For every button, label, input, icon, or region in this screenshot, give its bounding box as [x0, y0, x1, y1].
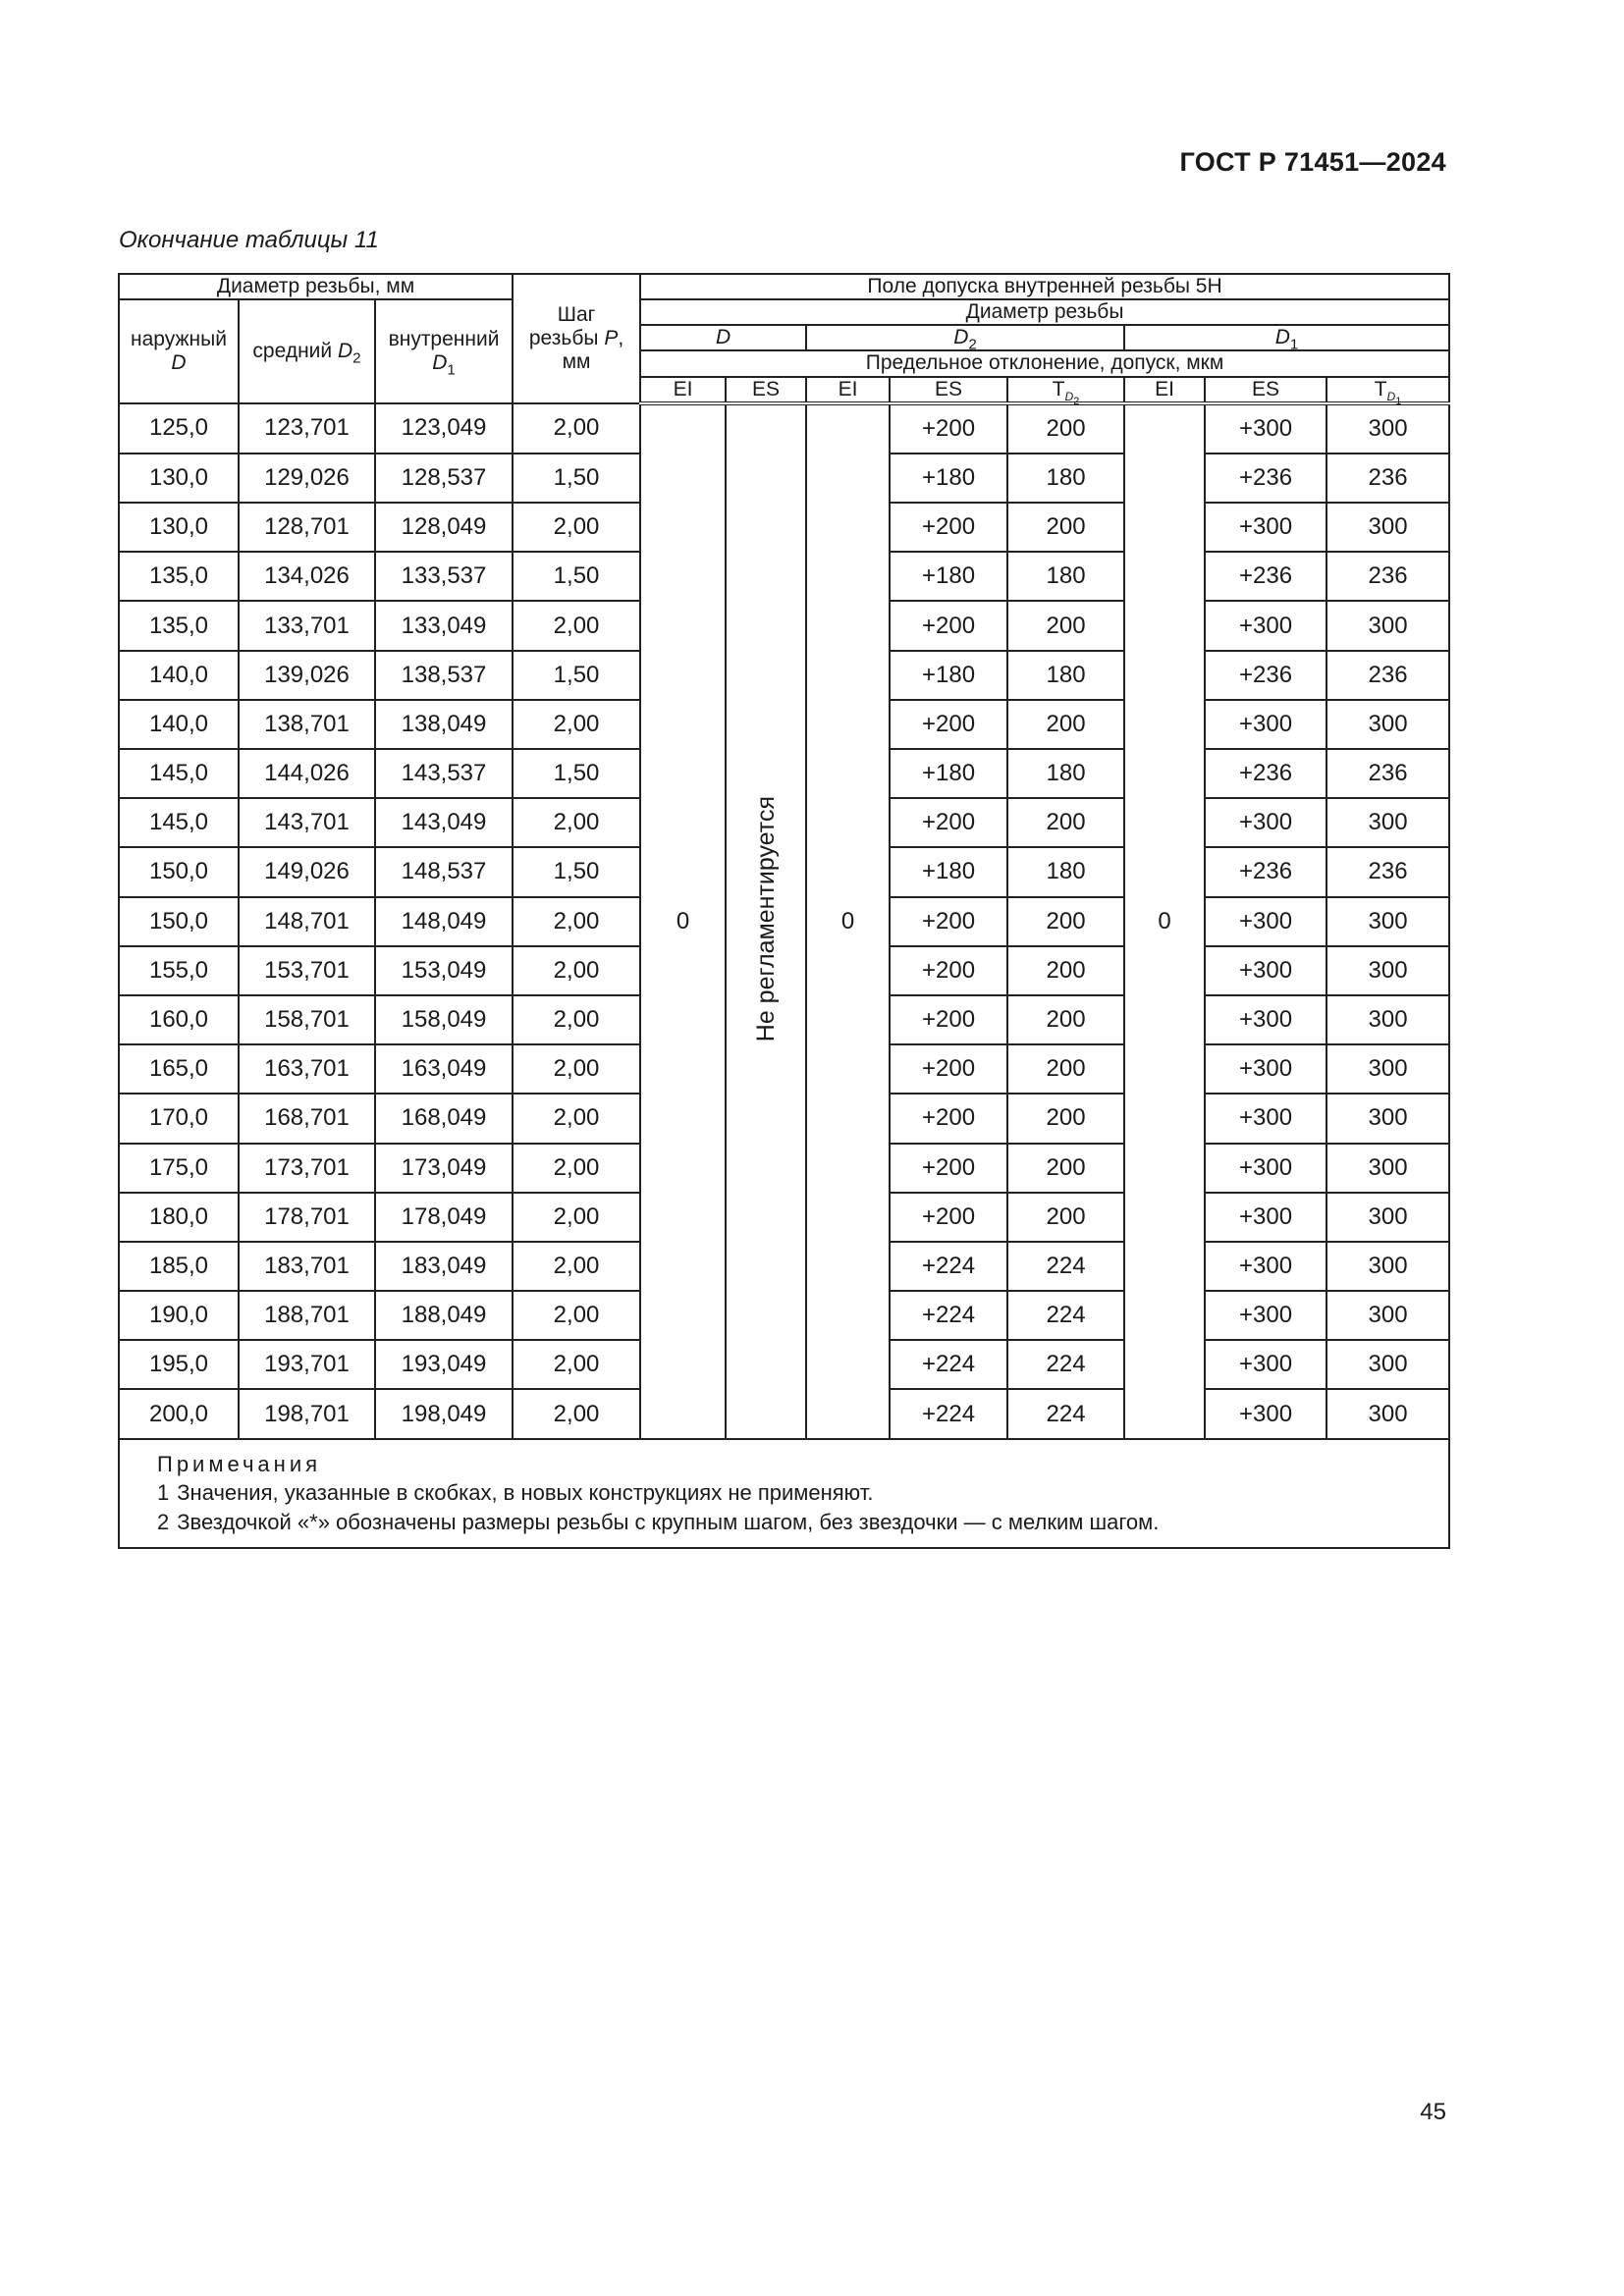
- cell-td2: 200: [1007, 503, 1124, 552]
- cell-d1-es: +236: [1205, 552, 1326, 601]
- header-thread-diameter: Диаметр резьбы, мм: [119, 274, 513, 299]
- cell-d1-es: +300: [1205, 1389, 1326, 1438]
- cell-d1-es: +236: [1205, 749, 1326, 798]
- cell-d1-es: +300: [1205, 700, 1326, 749]
- cell-td1: 236: [1326, 847, 1449, 896]
- cell-inner-diameter: 188,049: [375, 1291, 513, 1340]
- cell-d1-es: +236: [1205, 454, 1326, 503]
- cell-td2: 200: [1007, 1144, 1124, 1193]
- cell-d2-es: +224: [890, 1291, 1007, 1340]
- cell-pitch: 1,50: [513, 749, 640, 798]
- note-number: 1: [157, 1480, 170, 1506]
- cell-middle-diameter: 198,701: [239, 1389, 375, 1438]
- cell-inner-diameter: 133,049: [375, 601, 513, 650]
- cell-td1: 300: [1326, 503, 1449, 552]
- cell-d1-es: +300: [1205, 1242, 1326, 1291]
- cell-middle-diameter: 173,701: [239, 1144, 375, 1193]
- cell-middle-diameter: 168,701: [239, 1094, 375, 1143]
- cell-d1-es: +300: [1205, 1144, 1326, 1193]
- cell-outer-diameter: 175,0: [119, 1144, 239, 1193]
- cell-d2-es: +200: [890, 946, 1007, 995]
- cell-d2-es: +180: [890, 651, 1007, 700]
- cell-td2: 200: [1007, 995, 1124, 1044]
- cell-outer-diameter: 170,0: [119, 1094, 239, 1143]
- note-item: [157, 1508, 1448, 1537]
- header-td2-t: T: [1052, 377, 1065, 400]
- cell-td1: 300: [1326, 1340, 1449, 1389]
- cell-middle-diameter: 153,701: [239, 946, 375, 995]
- cell-outer-diameter: 150,0: [119, 847, 239, 896]
- cell-td2: 200: [1007, 798, 1124, 847]
- note-item: [157, 1478, 1448, 1508]
- cell-td1: 236: [1326, 651, 1449, 700]
- table-notes-section: [119, 1439, 1449, 1548]
- header-inner-symbol: D: [432, 350, 448, 374]
- cell-middle-diameter: 178,701: [239, 1193, 375, 1242]
- cell-pitch: 2,00: [513, 946, 640, 995]
- cell-d2-es: +180: [890, 749, 1007, 798]
- cell-inner-diameter: 143,537: [375, 749, 513, 798]
- cell-d1-es: +236: [1205, 651, 1326, 700]
- cell-outer-diameter: 125,0: [119, 403, 239, 454]
- cell-d-ei-merged: 0: [640, 403, 726, 1439]
- cell-td1: 300: [1326, 1044, 1449, 1094]
- header-middle: [239, 299, 375, 403]
- cell-middle-diameter: 138,701: [239, 700, 375, 749]
- cell-inner-diameter: 153,049: [375, 946, 513, 995]
- cell-pitch: 2,00: [513, 1193, 640, 1242]
- cell-d1-es: +300: [1205, 798, 1326, 847]
- header-td2-sub: D: [1064, 389, 1074, 403]
- cell-outer-diameter: 135,0: [119, 552, 239, 601]
- cell-td2: 224: [1007, 1340, 1124, 1389]
- header-outer: [119, 299, 239, 403]
- cell-d2-es: +200: [890, 1044, 1007, 1094]
- header-col-d-symbol: D: [715, 326, 731, 349]
- cell-pitch: 2,00: [513, 601, 640, 650]
- cell-d1-es: +300: [1205, 1044, 1326, 1094]
- cell-d2-es: +200: [890, 1144, 1007, 1193]
- cell-pitch: 2,00: [513, 503, 640, 552]
- cell-d2-es: +200: [890, 700, 1007, 749]
- header-col-d2-subscript: 2: [968, 336, 977, 353]
- table-body: [119, 403, 1449, 1439]
- cell-td1: 300: [1326, 1291, 1449, 1340]
- cell-td1: 300: [1326, 897, 1449, 946]
- header-d2-es: ES: [890, 377, 1007, 403]
- cell-d2-es: +180: [890, 552, 1007, 601]
- cell-middle-diameter: 193,701: [239, 1340, 375, 1389]
- cell-outer-diameter: 145,0: [119, 798, 239, 847]
- header-td1: [1326, 377, 1449, 407]
- header-outer-symbol: D: [171, 350, 187, 374]
- cell-d2-es: +180: [890, 847, 1007, 896]
- cell-d2-es: +224: [890, 1389, 1007, 1438]
- cell-td2: 200: [1007, 700, 1124, 749]
- cell-pitch: 2,00: [513, 1291, 640, 1340]
- cell-d1-es: +300: [1205, 1340, 1326, 1389]
- thread-tolerance-table: [118, 273, 1450, 1549]
- header-col-d2: [806, 325, 1124, 353]
- cell-pitch: 2,00: [513, 897, 640, 946]
- cell-td2: 200: [1007, 1044, 1124, 1094]
- header-tolerance-field: Поле допуска внутренней резьбы 5H: [640, 274, 1449, 299]
- cell-outer-diameter: 130,0: [119, 503, 239, 552]
- cell-pitch: 2,00: [513, 700, 640, 749]
- cell-middle-diameter: 139,026: [239, 651, 375, 700]
- header-d1-ei: EI: [1124, 377, 1205, 403]
- cell-pitch: 1,50: [513, 454, 640, 503]
- cell-inner-diameter: 178,049: [375, 1193, 513, 1242]
- cell-d2-es: +200: [890, 1193, 1007, 1242]
- cell-outer-diameter: 135,0: [119, 601, 239, 650]
- cell-inner-diameter: 183,049: [375, 1242, 513, 1291]
- cell-td1: 300: [1326, 995, 1449, 1044]
- cell-inner-diameter: 168,049: [375, 1094, 513, 1143]
- header-td2: [1007, 377, 1124, 407]
- cell-d2-es: +200: [890, 798, 1007, 847]
- cell-td1: 300: [1326, 798, 1449, 847]
- cell-td1: 300: [1326, 700, 1449, 749]
- cell-td2: 200: [1007, 897, 1124, 946]
- cell-td1: 300: [1326, 1193, 1449, 1242]
- cell-inner-diameter: 133,537: [375, 552, 513, 601]
- cell-middle-diameter: 129,026: [239, 454, 375, 503]
- table-notes: [119, 1439, 1449, 1548]
- cell-inner-diameter: 128,049: [375, 503, 513, 552]
- cell-td1: 300: [1326, 403, 1449, 454]
- cell-d1-es: +300: [1205, 1094, 1326, 1143]
- header-pitch-symbol: P: [604, 326, 619, 349]
- not-regulated-label: Не регламентируется: [751, 796, 780, 1042]
- cell-d2-ei-merged: 0: [806, 403, 890, 1439]
- cell-outer-diameter: 200,0: [119, 1389, 239, 1438]
- cell-middle-diameter: 133,701: [239, 601, 375, 650]
- table-caption: Окончание таблицы 11: [119, 227, 379, 253]
- cell-td1: 300: [1326, 1144, 1449, 1193]
- cell-td2: 180: [1007, 749, 1124, 798]
- cell-outer-diameter: 180,0: [119, 1193, 239, 1242]
- cell-td2: 180: [1007, 847, 1124, 896]
- cell-td2: 200: [1007, 1193, 1124, 1242]
- cell-td2: 200: [1007, 1094, 1124, 1143]
- cell-td1: 236: [1326, 454, 1449, 503]
- cell-td2: 200: [1007, 946, 1124, 995]
- cell-d1-es: +300: [1205, 946, 1326, 995]
- header-inner: [375, 299, 513, 403]
- cell-pitch: 2,00: [513, 1389, 640, 1438]
- header-td1-t: T: [1374, 377, 1387, 400]
- cell-outer-diameter: 185,0: [119, 1242, 239, 1291]
- header-limit-deviation: Предельное отклонение, допуск, мкм: [640, 350, 1449, 376]
- cell-middle-diameter: 158,701: [239, 995, 375, 1044]
- header-col-d1: [1124, 325, 1449, 353]
- cell-middle-diameter: 134,026: [239, 552, 375, 601]
- cell-td2: 180: [1007, 651, 1124, 700]
- cell-pitch: 2,00: [513, 798, 640, 847]
- cell-d2-es: +180: [890, 454, 1007, 503]
- cell-d2-es: +224: [890, 1340, 1007, 1389]
- cell-pitch: 2,00: [513, 403, 640, 454]
- header-pitch-unit: мм: [562, 349, 591, 373]
- cell-middle-diameter: 144,026: [239, 749, 375, 798]
- cell-td1: 236: [1326, 749, 1449, 798]
- note-number: 2: [157, 1510, 170, 1535]
- cell-inner-diameter: 148,537: [375, 847, 513, 896]
- cell-d2-es: +200: [890, 995, 1007, 1044]
- cell-outer-diameter: 150,0: [119, 897, 239, 946]
- cell-td1: 300: [1326, 1094, 1449, 1143]
- cell-pitch: 2,00: [513, 1242, 640, 1291]
- cell-outer-diameter: 160,0: [119, 995, 239, 1044]
- cell-middle-diameter: 123,701: [239, 403, 375, 454]
- cell-d2-es: +200: [890, 503, 1007, 552]
- header-col-d2-symbol: D: [953, 326, 969, 349]
- cell-outer-diameter: 195,0: [119, 1340, 239, 1389]
- cell-td1: 300: [1326, 946, 1449, 995]
- cell-d2-es: +200: [890, 403, 1007, 454]
- cell-inner-diameter: 128,537: [375, 454, 513, 503]
- header-d-es: ES: [726, 377, 806, 403]
- cell-td2: 180: [1007, 552, 1124, 601]
- cell-inner-diameter: 193,049: [375, 1340, 513, 1389]
- cell-inner-diameter: 148,049: [375, 897, 513, 946]
- cell-d-es-merged: [726, 403, 806, 1439]
- cell-middle-diameter: 188,701: [239, 1291, 375, 1340]
- cell-outer-diameter: 130,0: [119, 454, 239, 503]
- header-diameter: Диаметр резьбы: [640, 299, 1449, 325]
- thread-tolerance-table-wrapper: [118, 273, 1448, 1549]
- cell-d1-es: +300: [1205, 897, 1326, 946]
- header-td1-subsub: 1: [1395, 395, 1402, 407]
- cell-td1: 300: [1326, 1242, 1449, 1291]
- header-outer-label: наружный: [131, 327, 227, 350]
- header-pitch-line2: резьбы: [528, 326, 599, 349]
- cell-d1-es: +300: [1205, 601, 1326, 650]
- cell-pitch: 2,00: [513, 1144, 640, 1193]
- cell-d2-es: +200: [890, 897, 1007, 946]
- note-text: Значения, указанные в скобках, в новых конструкциях не применяют.: [177, 1480, 874, 1506]
- header-td1-sub: D: [1386, 389, 1396, 403]
- cell-td2: 224: [1007, 1242, 1124, 1291]
- header-td2-subsub: 2: [1073, 395, 1080, 407]
- cell-outer-diameter: 145,0: [119, 749, 239, 798]
- header-pitch-line1: Шаг: [557, 302, 596, 326]
- cell-d1-es: +236: [1205, 847, 1326, 896]
- cell-d2-es: +200: [890, 601, 1007, 650]
- cell-middle-diameter: 183,701: [239, 1242, 375, 1291]
- cell-d2-es: +200: [890, 1094, 1007, 1143]
- cell-inner-diameter: 163,049: [375, 1044, 513, 1094]
- cell-d1-es: +300: [1205, 1291, 1326, 1340]
- cell-d1-ei-merged: 0: [1124, 403, 1205, 1439]
- cell-middle-diameter: 143,701: [239, 798, 375, 847]
- notes-heading: Примечания: [157, 1451, 322, 1476]
- cell-inner-diameter: 158,049: [375, 995, 513, 1044]
- cell-td1: 300: [1326, 1389, 1449, 1438]
- cell-d1-es: +300: [1205, 503, 1326, 552]
- cell-inner-diameter: 138,049: [375, 700, 513, 749]
- cell-pitch: 2,00: [513, 1094, 640, 1143]
- header-d1-es: ES: [1205, 377, 1326, 403]
- cell-pitch: 1,50: [513, 651, 640, 700]
- header-col-d1-subscript: 1: [1289, 336, 1299, 353]
- cell-td2: 224: [1007, 1291, 1124, 1340]
- note-text: Звездочкой «*» обозначены размеры резьбы с крупным шагом, без звездочки — с мелким шагом.: [177, 1510, 1160, 1535]
- cell-d1-es: +300: [1205, 1193, 1326, 1242]
- cell-pitch: 1,50: [513, 847, 640, 896]
- cell-td2: 180: [1007, 454, 1124, 503]
- header-middle-subscript: 2: [352, 349, 361, 367]
- cell-middle-diameter: 128,701: [239, 503, 375, 552]
- cell-inner-diameter: 143,049: [375, 798, 513, 847]
- table-header: [119, 274, 1449, 407]
- header-d2-ei: EI: [806, 377, 890, 403]
- cell-td1: 236: [1326, 552, 1449, 601]
- cell-pitch: 2,00: [513, 1340, 640, 1389]
- cell-td2: 224: [1007, 1389, 1124, 1438]
- document-code: ГОСТ Р 71451—2024: [1179, 147, 1446, 177]
- cell-outer-diameter: 140,0: [119, 700, 239, 749]
- cell-outer-diameter: 165,0: [119, 1044, 239, 1094]
- cell-inner-diameter: 198,049: [375, 1389, 513, 1438]
- cell-outer-diameter: 190,0: [119, 1291, 239, 1340]
- header-middle-symbol: D: [337, 339, 353, 362]
- cell-middle-diameter: 163,701: [239, 1044, 375, 1094]
- cell-inner-diameter: 123,049: [375, 403, 513, 454]
- cell-pitch: 2,00: [513, 995, 640, 1044]
- cell-td1: 300: [1326, 601, 1449, 650]
- cell-inner-diameter: 138,537: [375, 651, 513, 700]
- cell-middle-diameter: 149,026: [239, 847, 375, 896]
- table-row: [119, 403, 1449, 454]
- header-pitch: Шаг резьбы P, мм: [513, 274, 640, 403]
- cell-d1-es: +300: [1205, 995, 1326, 1044]
- header-col-d: [640, 325, 806, 350]
- header-middle-label: средний: [252, 339, 333, 362]
- cell-middle-diameter: 148,701: [239, 897, 375, 946]
- page-number: 45: [1420, 2099, 1446, 2125]
- cell-pitch: 2,00: [513, 1044, 640, 1094]
- header-d-ei: EI: [640, 377, 726, 403]
- cell-outer-diameter: 140,0: [119, 651, 239, 700]
- header-inner-label: внутренний: [388, 327, 500, 350]
- header-col-d1-symbol: D: [1274, 326, 1290, 349]
- header-inner-subscript: 1: [447, 361, 456, 379]
- cell-d1-es: +300: [1205, 403, 1326, 454]
- cell-td2: 200: [1007, 601, 1124, 650]
- cell-pitch: 1,50: [513, 552, 640, 601]
- cell-d2-es: +224: [890, 1242, 1007, 1291]
- cell-inner-diameter: 173,049: [375, 1144, 513, 1193]
- cell-td2: 200: [1007, 403, 1124, 454]
- cell-outer-diameter: 155,0: [119, 946, 239, 995]
